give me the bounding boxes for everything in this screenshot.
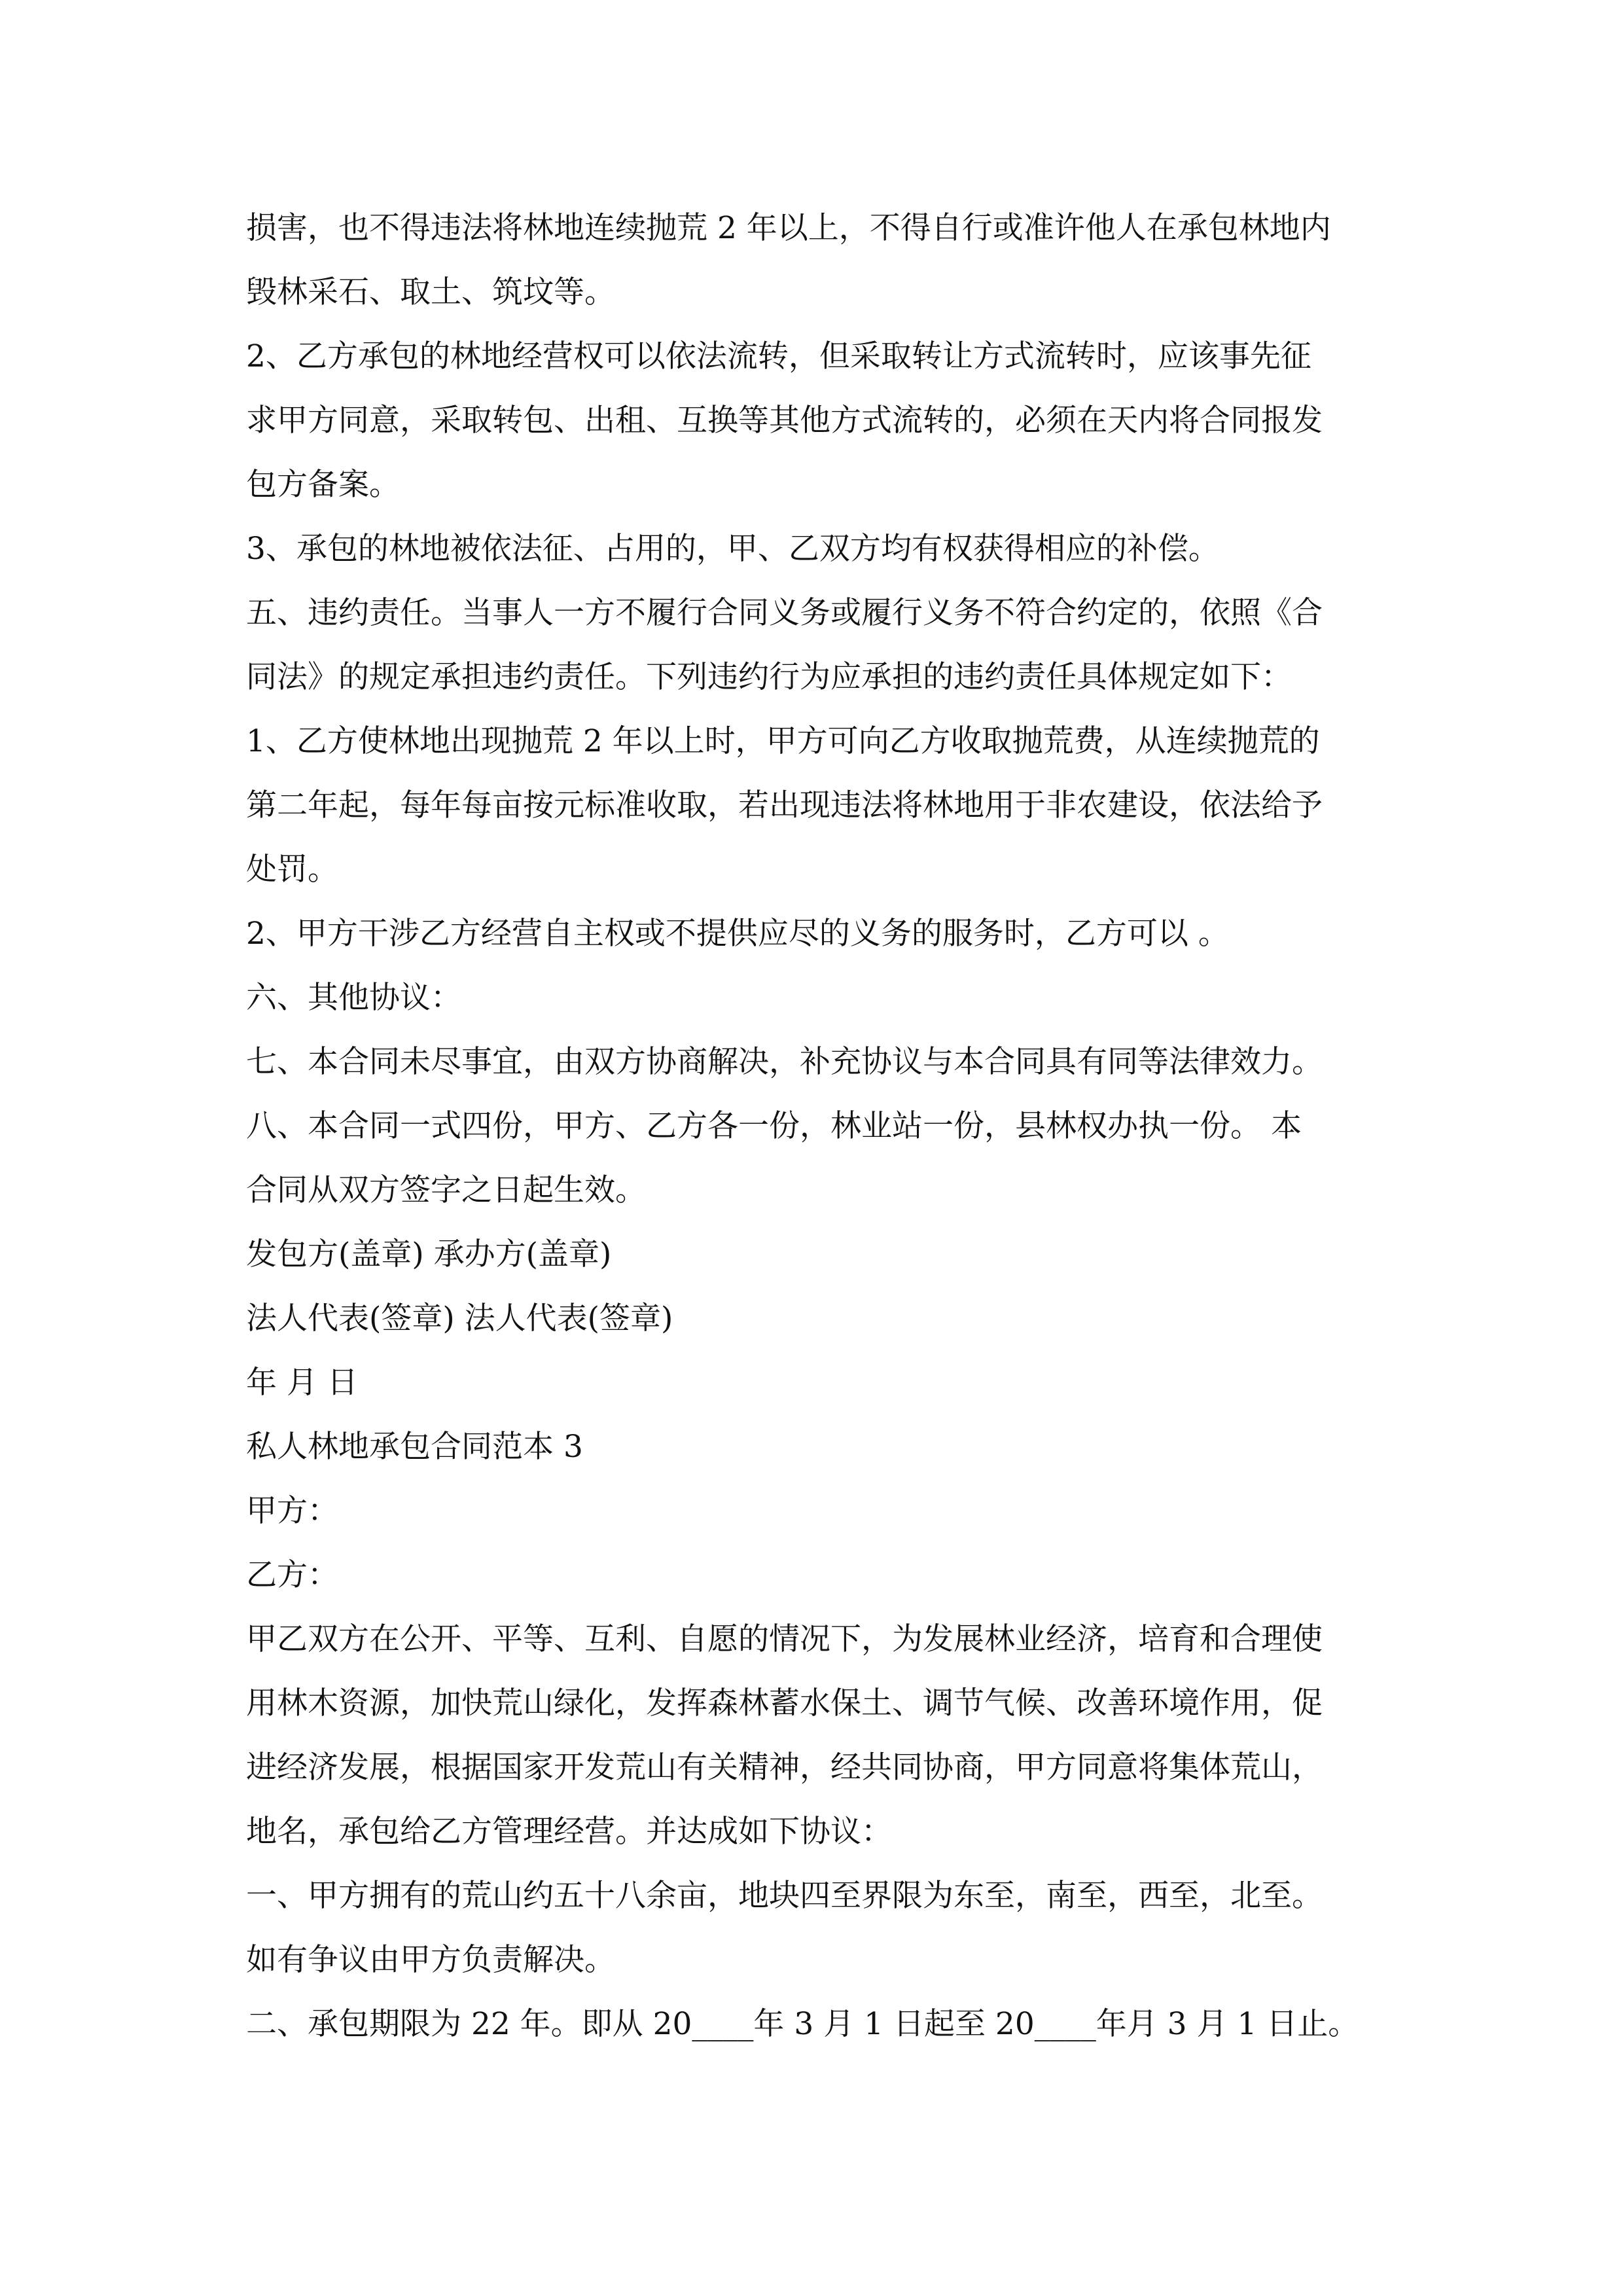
text-line: 一、甲方拥有的荒山约五十八余亩，地块四至界限为东至，南至，西至，北至。 bbox=[246, 1878, 1323, 1914]
text-line: 处罚。 bbox=[246, 852, 338, 888]
text-line: 甲乙双方在公开、平等、互利、自愿的情况下，为发展林业经济，培育和合理使 bbox=[246, 1621, 1323, 1657]
text-line: 同法》的规定承担违约责任。下列违约行为应承担的违约责任具体规定如下： bbox=[246, 659, 1292, 695]
text-line: 3、承包的林地被依法征、占用的，甲、乙双方均有权获得相应的补偿。 bbox=[246, 531, 1219, 567]
text-line: 包方备案。 bbox=[246, 467, 400, 503]
text-line: 进经济发展，根据国家开发荒山有关精神，经共同协商，甲方同意将集体荒山， bbox=[246, 1749, 1323, 1785]
text-line: 求甲方同意，采取转包、出租、互换等其他方式流转的，必须在天内将合同报发 bbox=[246, 403, 1323, 439]
text-line: 毁林采石、取土、筑坟等。 bbox=[246, 274, 615, 310]
text-line: 合同从双方签字之日起生效。 bbox=[246, 1172, 646, 1208]
section-heading: 私人林地承包合同范本 3 bbox=[246, 1429, 583, 1465]
text-line: 发包方(盖章) 承办方(盖章) bbox=[246, 1236, 612, 1272]
text-line: 甲方： bbox=[246, 1493, 338, 1529]
text-line: 八、本合同一式四份，甲方、乙方各一份，林业站一份，县林权办执一份。 本 bbox=[246, 1108, 1302, 1144]
text-line: 第二年起，每年每亩按元标准收取，若出现违法将林地用于非农建设，依法给予 bbox=[246, 787, 1323, 823]
text-line: 乙方： bbox=[246, 1557, 338, 1593]
text-line: 七、本合同未尽事宜，由双方协商解决，补充协议与本合同具有同等法律效力。 bbox=[246, 1044, 1323, 1080]
text-line: 二、承包期限为 22 年。即从 20____年 3 月 1 日起至 20____年月 3 月 1 日止。 bbox=[246, 2006, 1359, 2042]
text-line: 2、甲方干涉乙方经营自主权或不提供应尽的义务的服务时，乙方可以 。 bbox=[246, 916, 1229, 952]
text-line: 如有争议由甲方负责解决。 bbox=[246, 1942, 615, 1978]
text-line: 损害，也不得违法将林地连续抛荒 2 年以上，不得自行或准许他人在承包林地内 bbox=[246, 210, 1331, 246]
text-line: 1、乙方使林地出现抛荒 2 年以上时，甲方可向乙方收取抛荒费，从连续抛荒的 bbox=[246, 723, 1320, 759]
text-line: 五、违约责任。当事人一方不履行合同义务或履行义务不符合约定的，依照《合 bbox=[246, 595, 1323, 631]
text-line: 年 月 日 bbox=[246, 1365, 358, 1401]
document-body bbox=[246, 196, 1411, 2056]
text-line: 用林木资源，加快荒山绿化，发挥森林蓄水保土、调节气候、改善环境作用，促 bbox=[246, 1685, 1323, 1721]
text-line: 2、乙方承包的林地经营权可以依法流转，但采取转让方式流转时，应该事先征 bbox=[246, 338, 1311, 374]
text-line: 地名，承包给乙方管理经营。并达成如下协议： bbox=[246, 1814, 892, 1850]
text-line: 六、其他协议： bbox=[246, 980, 461, 1016]
text-line: 法人代表(签章) 法人代表(签章) bbox=[246, 1300, 673, 1336]
